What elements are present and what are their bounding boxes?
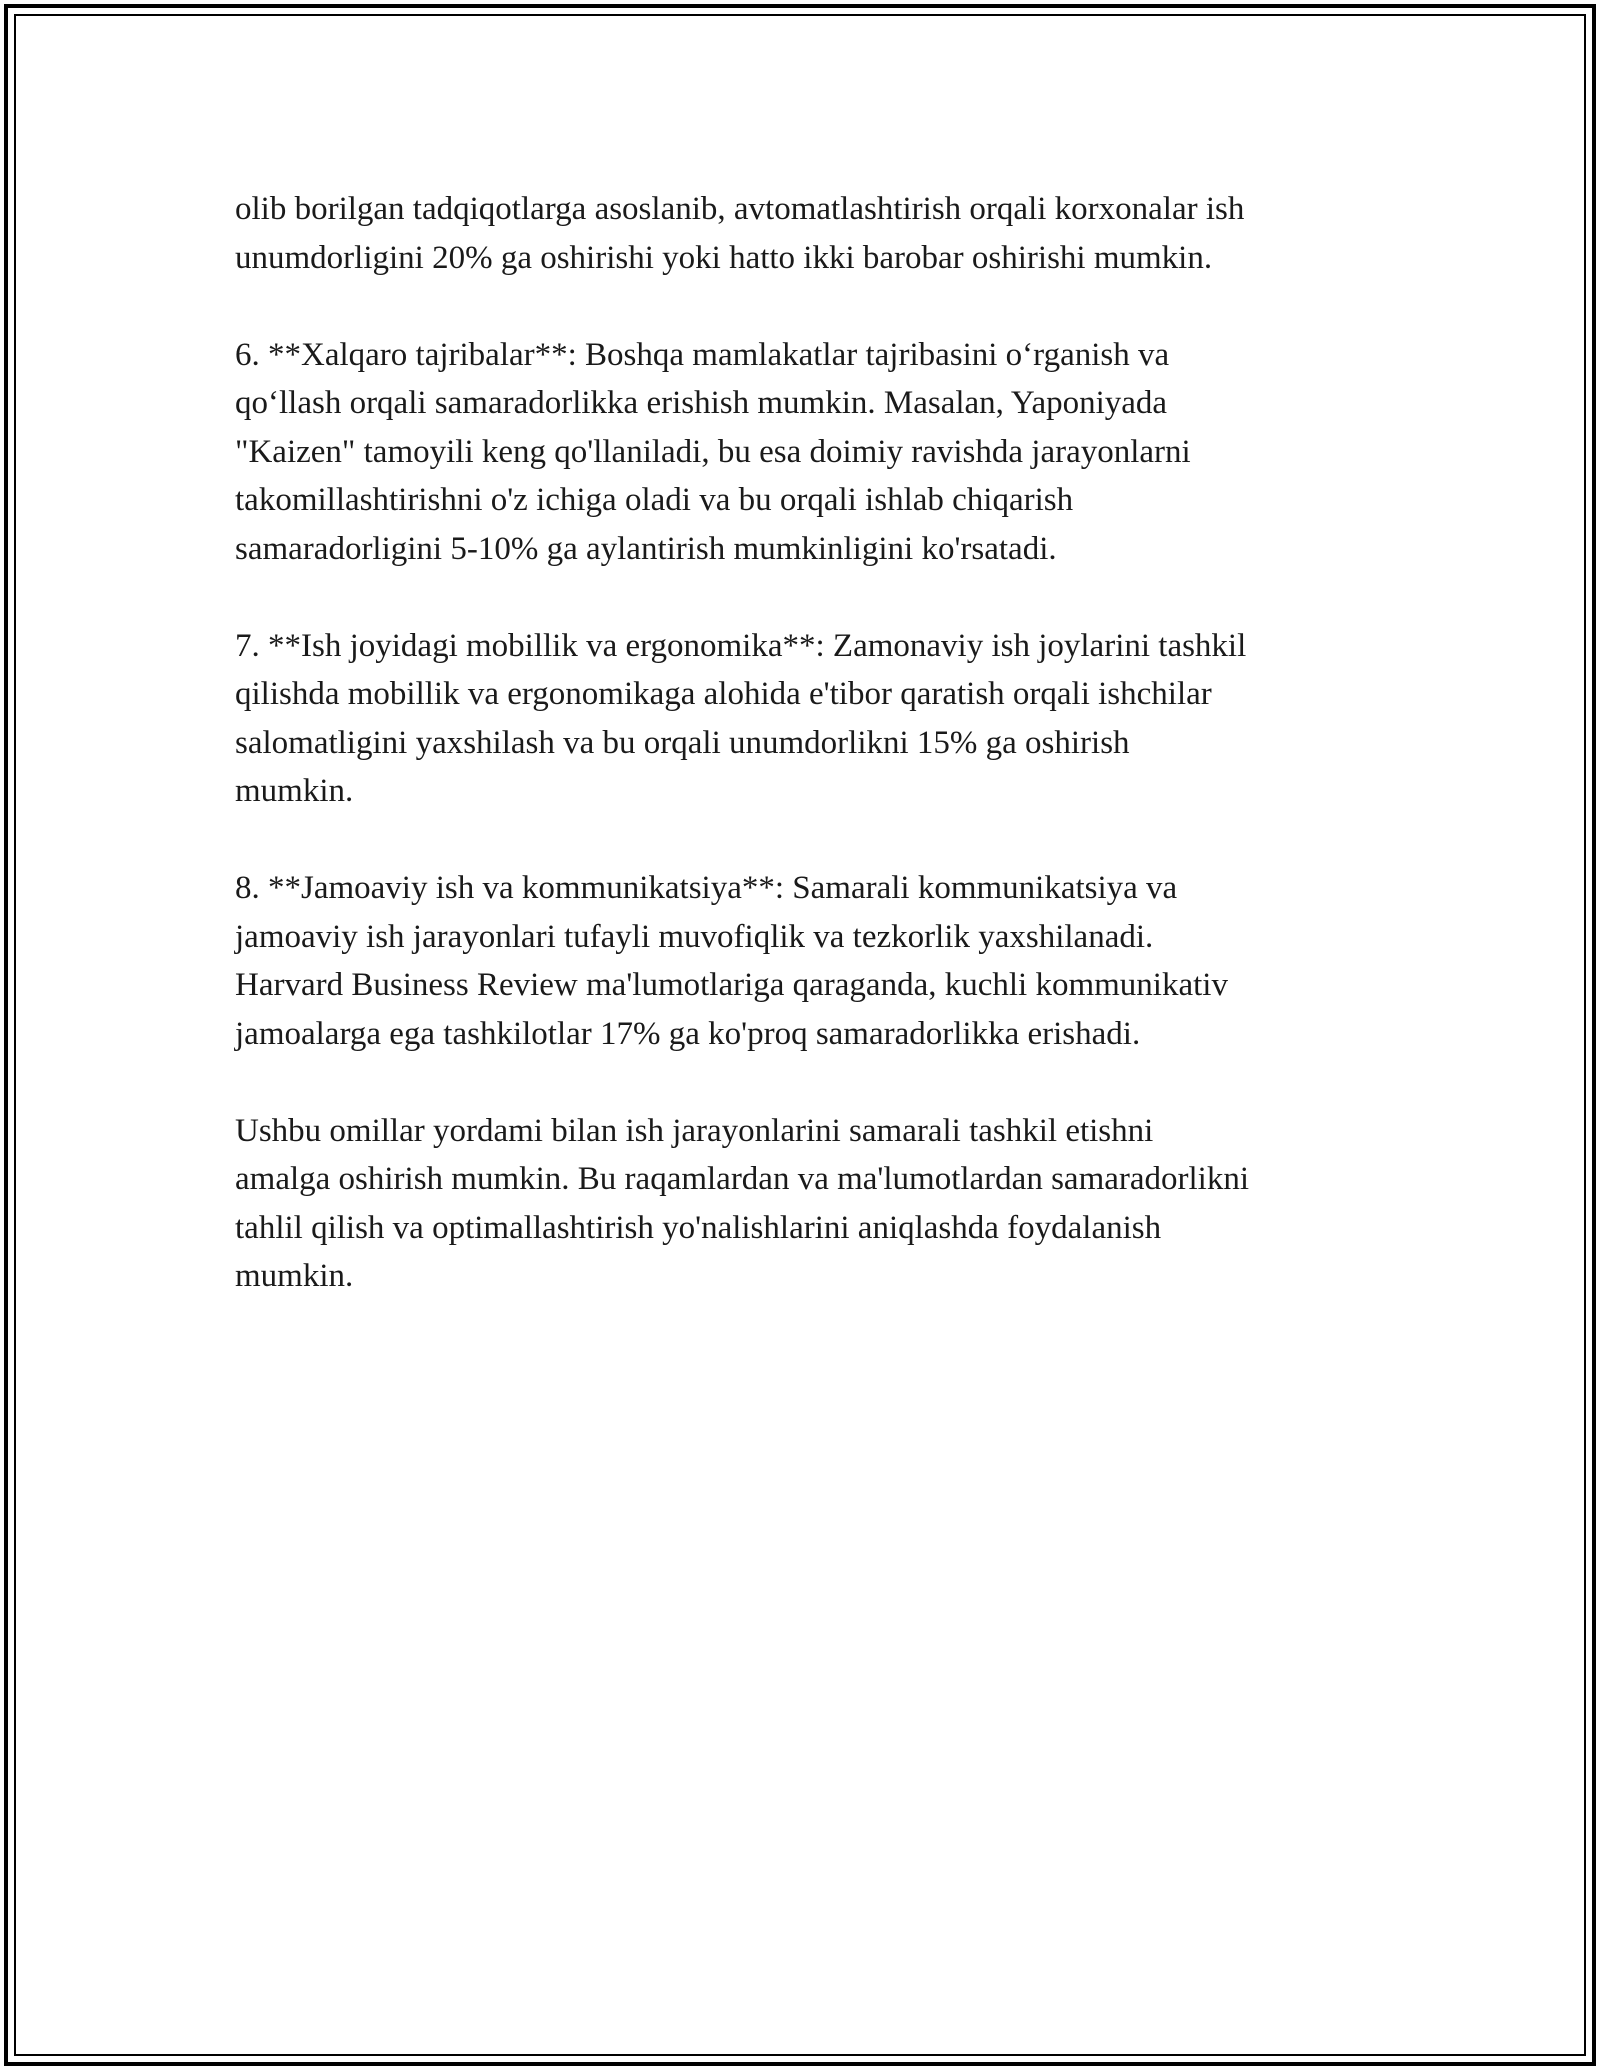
paragraph-item-6 (235, 331, 1375, 574)
text-line: mumkin. (235, 773, 354, 809)
text-line: qo‘llash orqali samaradorlikka erishish mumkin. Masalan, Yaponiyada (235, 385, 1168, 421)
text-line: unumdorligini 20% ga oshirishi yoki hatto ikki barobar oshirishi mumkin. (235, 239, 1213, 276)
text-line: samaradorligini 5-10% ga aylantirish mumkinligini ko'rsatadi. (235, 530, 1057, 567)
text-line: qilishda mobillik va ergonomikaga alohida e'tibor qaratish orqali ishchilar (235, 676, 1212, 712)
text-line: takomillashtirishni o'z ichiga oladi va bu orqali ishlab chiqarish (235, 482, 1074, 518)
text-line: 8. **Jamoaviy ish va kommunikatsiya**: Samarali kommunikatsiya va (235, 870, 1178, 906)
text-line: tahlil qilish va optimallashtirish yo'nalishlarini aniqlashda foydalanish (235, 1209, 1162, 1246)
text-line: Ushbu omillar yordami bilan ish jarayonlarini samarali tashkil etishni (235, 1112, 1154, 1149)
text-line: jamoaviy ish jarayonlari tufayli muvofiqlik va tezkorlik yaxshilanadi. (235, 918, 1154, 955)
paragraph-item-7 (235, 622, 1375, 816)
paragraph-item-8 (235, 864, 1375, 1058)
paragraph-conclusion (235, 1107, 1375, 1301)
text-line: mumkin. (235, 1258, 354, 1294)
paragraph-intro-continuation (235, 185, 1375, 282)
text-line: jamoalarga ega tashkilotlar 17% ga ko'proq samaradorlikka erishadi. (235, 1015, 1141, 1052)
text-line: "Kaizen" tamoyili keng qo'llaniladi, bu esa doimiy ravishda jarayonlarni (235, 433, 1191, 470)
text-line: 7. **Ish joyidagi mobillik va ergonomika**: Zamonaviy ish joylarini tashkil (235, 627, 1247, 664)
document-body (235, 185, 1375, 1349)
text-line: Harvard Business Review ma'lumotlariga qaraganda, kuchli kommunikativ (235, 967, 1228, 1003)
text-line: 6. **Xalqaro tajribalar**: Boshqa mamlakatlar tajribasini o‘rganish va (235, 336, 1170, 373)
text-line: salomatligini yaxshilash va bu orqali unumdorlikni 15% ga oshirish (235, 724, 1130, 761)
text-line: amalga oshirish mumkin. Bu raqamlardan va ma'lumotlardan samaradorlikni (235, 1161, 1250, 1197)
text-line: olib borilgan tadqiqotlarga asoslanib, avtomatlashtirish orqali korxonalar ish (235, 191, 1245, 227)
